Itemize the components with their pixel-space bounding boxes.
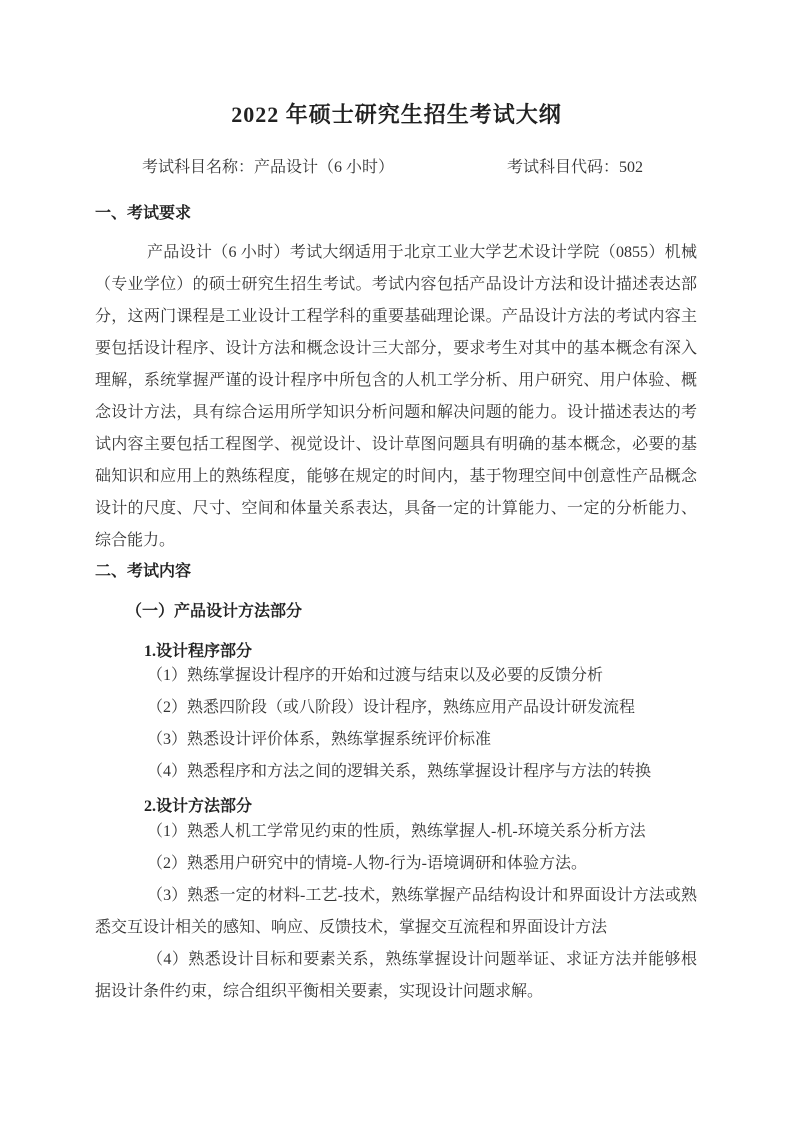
list-item: （3）熟悉设计评价体系，熟练掌握系统评价标准	[147, 731, 492, 748]
exam-requirements-paragraph: 产品设计（6 小时）考试大纲适用于北京工业大学艺术设计学院（0855）机械（专业学位）的硕士研究生招生考试。考试内容包括产品设计方法和设计描述表达部分，这两门课程是工业设计工程学科的重要基础理论课。产品设计方法的考试内容主要包括设计程序、设计方法和概念设计三大部分，要求考生对其中的基本概念有深入理解，系统掌握严谨的设计程序中所包含的人机工学分析、用户研究、用户体验、概念设计方法，具有综合运用所学知识分析问题和解决问题的能力。设计描述表达的考试内容主要包括工程图学、视觉设计、设计草图问题具有明确的基本概念，必要的基础知识和应用上的熟练程度，能够在规定的时间内，基于物理空间中创意性产品概念设计的尺度、尺寸、空间和体量关系表达，具备一定的计算能力、一定的分析能力、综合能力。	[95, 244, 697, 549]
subject-name-label: 考试科目名称：产品设计（6 小时）	[142, 159, 395, 176]
design-procedure-item-list	[95, 660, 697, 788]
list-item: （2）熟悉四阶段（或八阶段）设计程序，熟练应用产品设计研发流程	[147, 699, 636, 716]
subject-meta-row	[95, 154, 697, 176]
section-heading-exam-content: 二、考试内容	[95, 563, 192, 580]
list-item: （2）熟悉用户研究中的情境-人物-行为-语境调研和体验方法。	[147, 855, 587, 872]
subsection-heading-product-design-methods: （一）产品设计方法部分	[126, 603, 303, 620]
section-heading-exam-requirements: 一、考试要求	[95, 205, 192, 222]
list-item: （4）熟悉设计目标和要素关系，熟练掌握设计问题举证、求证方法并能够根据设计条件约束，综合组织平衡相关要素，实现设计问题求解。	[95, 951, 697, 1000]
subject-code-label: 考试科目代码：502	[507, 159, 644, 176]
list-item: （3）熟悉一定的材料-工艺-技术，熟练掌握产品结构设计和界面设计方法或熟悉交互设计相关的感知、响应、反馈技术，掌握交互流程和界面设计方法	[95, 887, 697, 936]
part-heading-design-method: 2.设计方法部分	[144, 798, 253, 815]
list-item: （4）熟悉程序和方法之间的逻辑关系，熟练掌握设计程序与方法的转换	[147, 763, 652, 780]
list-item: （1）熟练掌握设计程序的开始和过渡与结束以及必要的反馈分析	[147, 667, 604, 684]
list-item: （1）熟悉人机工学常见约束的性质，熟练掌握人-机-环境关系分析方法	[147, 823, 646, 840]
page-title: 2022 年硕士研究生招生考试大纲	[231, 102, 562, 127]
design-method-item-list	[95, 816, 697, 1008]
part-heading-design-procedure: 1.设计程序部分	[144, 643, 253, 660]
